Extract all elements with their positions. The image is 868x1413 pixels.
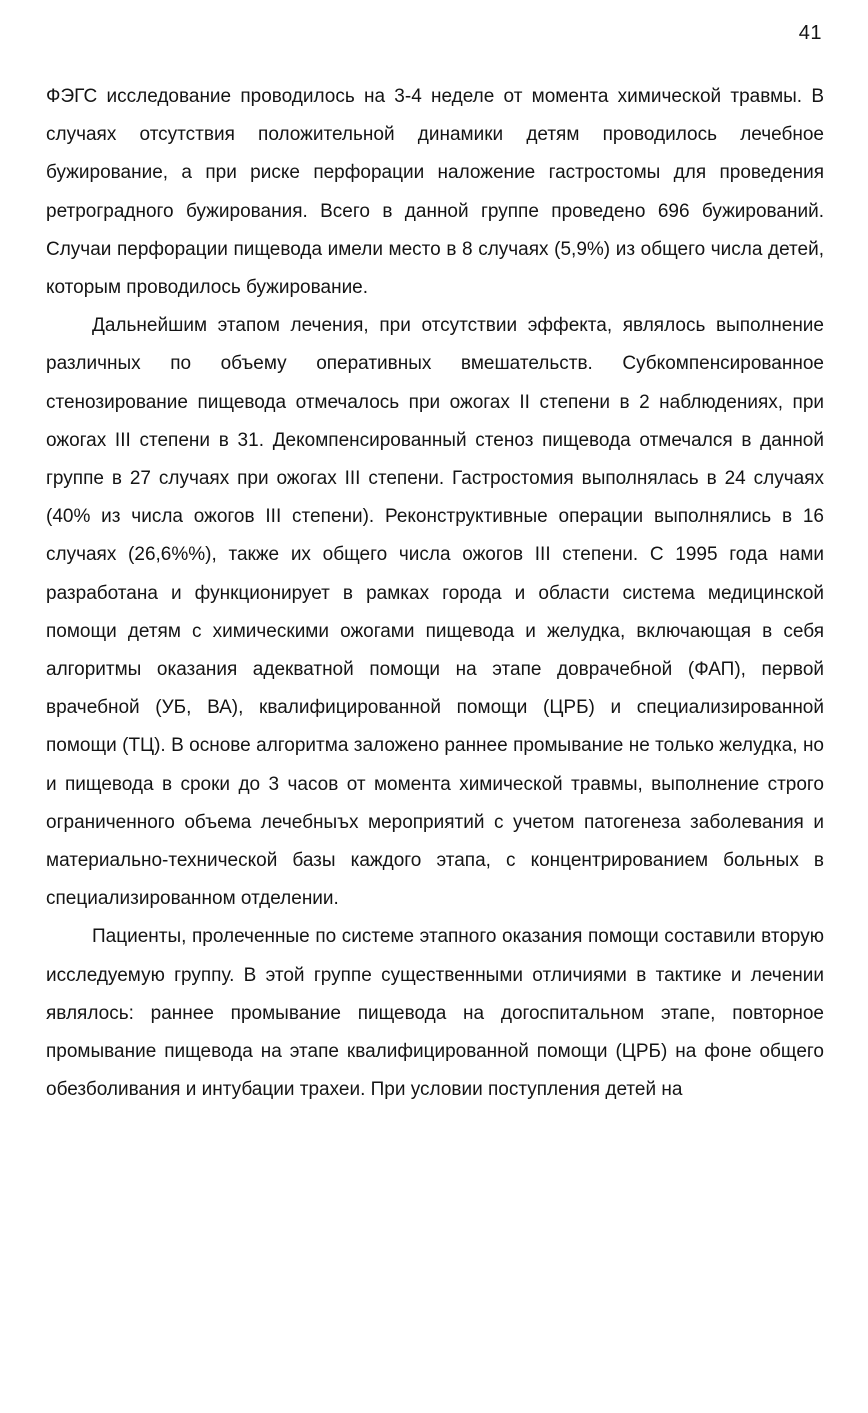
body-text xyxy=(46,78,824,1109)
page-number: 41 xyxy=(798,22,822,44)
paragraph-surgical-treatment: Дальнейшим этапом лечения, при отсутствии эффекта, являлось выполнение различных по объему оперативных вмешательств. Субкомпенсированное стенозирование пищевода отмечалось при ожогах II степени в 2 наблюдениях, при ожогах III степени в 31. Декомпенсированный стеноз пищевода отмечался в данной группе в 27 случаях при ожогах III степени. Гастростомия выполнялась в 24 случаях (40% из числа ожогов III степени). Реконструктивные операции выполнялись в 16 случаях (26,6%%), также их общего числа ожогов III степени. С 1995 года нами разработана и функционирует в рамках города и области система медицинской помощи детям с химическими ожогами пищевода и желудка, включающая в себя алгоритмы оказания адекватной помощи на этапе доврачебной (ФАП), первой врачебной (УБ, ВА), квалифицированной помощи (ЦРБ) и специализированной помощи (ТЦ). В основе алгоритма заложено раннее промывание не только желудка, но и пищевода в сроки до 3 часов от момента химической травмы, выполнение строго ограниченного объема лечебныъх мероприятий с учетом патогенеза заболевания и материально-технической базы каждого этапа, с концентрированием больных в специализированном отделении. xyxy=(46,315,824,910)
paragraph-second-group: Пациенты, пролеченные по системе этапного оказания помощи составили вторую исследуемую группу. В этой группе существенными отличиями в тактике и лечении являлось: раннее промывание пищевода на догоспитальном этапе, повторное промывание пищевода на этапе квалифицированной помощи (ЦРБ) на фоне общего обезболивания и интубации трахеи. При условии поступления детей на xyxy=(46,926,824,1101)
paragraph-fegs-bougienage: ФЭГС исследование проводилось на 3-4 неделе от момента химической травмы. В случаях отсутствия положительной динамики детям проводилось лечебное бужирование, а при риске перфорации наложение гастростомы для проведения ретроградного бужирования. Всего в данной группе проведено 696 бужирований. Случаи перфорации пищевода имели место в 8 случаях (5,9%) из общего числа детей, которым проводилось бужирование. xyxy=(46,86,824,299)
